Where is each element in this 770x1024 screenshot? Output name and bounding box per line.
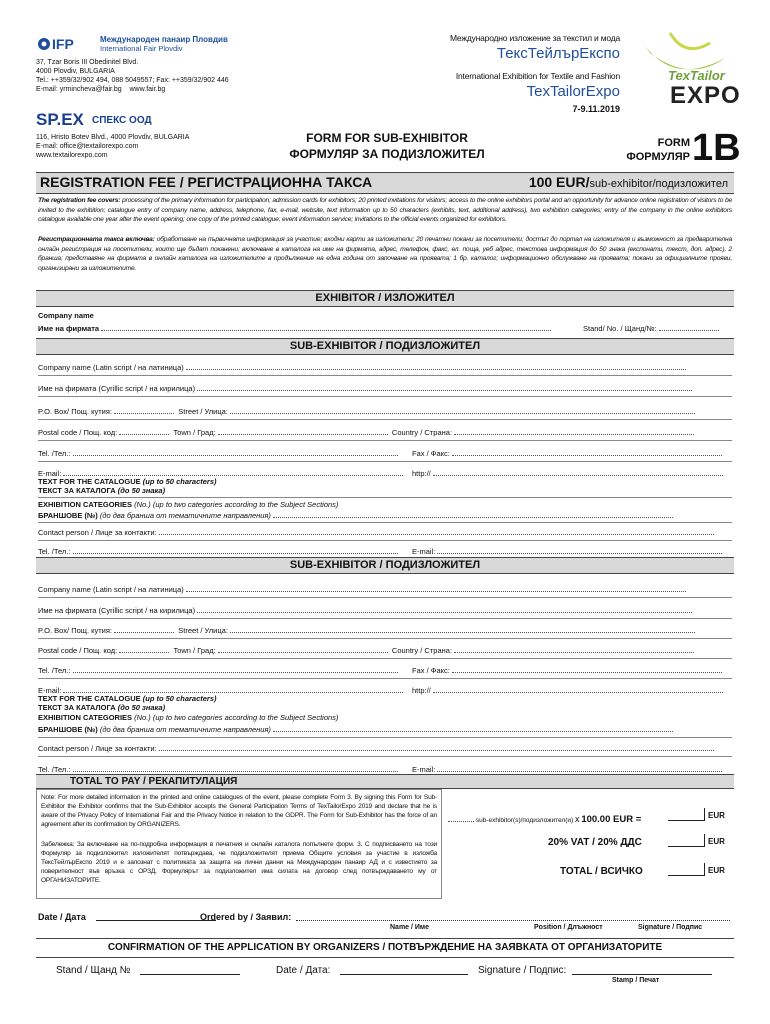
exhibitor-company-input[interactable]: [101, 322, 551, 331]
sub2-postal-input[interactable]: [119, 644, 169, 653]
fee-covers-label: The registration fee covers:: [38, 197, 121, 204]
signature-date-label: Date / Дата: [38, 912, 86, 922]
spex-name: СПЕКС ООД: [92, 115, 152, 126]
sub2-tel-label: Tel. /Тел.:: [38, 666, 71, 675]
total-note-bg: Забележка: За включване на по-подробна информация в печатния и онлайн каталога попълнете форм. 3. С подписването на този Формуляр за подизложител изложителят потвърждава, че подизложителят приема Общите условия за участие в изложба ТексТейлърЕкспо 2019 и е запознат с политиката за защита на лични данни на Международен панаир АД и с известието за поверителност във връзка с ОРЗД. Формулярът за подизложител има силата на договор след потвърждаването му от ОРГАНИЗАТОРИТЕ.: [41, 841, 437, 884]
total-currency: EUR: [708, 866, 725, 875]
sub1-email2-input[interactable]: [437, 545, 722, 554]
organizer-name-en: International Fair Plovdiv: [100, 44, 183, 53]
total-label: ТОТАL / ВСИЧКО: [560, 866, 643, 877]
total-amount-box[interactable]: [668, 863, 705, 876]
spex-address: 116, Hristo Botev Blvd., 4000 Plovdiv, BULGARIA: [36, 134, 190, 141]
sub2-catalogue-en: TEXT FOR THE CATALOGUE: [38, 694, 141, 703]
sub2-email-input[interactable]: [63, 684, 403, 693]
exhibition-name-bg: ТексТейлърЕкспо: [496, 45, 620, 62]
form-title-bg: ФОРМУЛЯР ЗА ПОДИЗЛОЖИТЕЛ: [289, 147, 485, 161]
name-caption: Name / Име: [390, 924, 430, 931]
sub1-tel-label: Tel. /Тел.:: [38, 449, 71, 458]
sub-exhibitor-count-input[interactable]: [448, 813, 474, 822]
sub1-company-latin-label: Company name (Latin script / на латиница): [38, 363, 184, 372]
sub1-email-input[interactable]: [63, 467, 403, 476]
exhibitor-stand-label: Stand/ No. / Щанд/№:: [583, 324, 657, 333]
sub1-pobox-input[interactable]: [114, 405, 174, 414]
sub2-tel2-label: Tel. /Тел.:: [38, 765, 71, 774]
ifp-logo-text: IFP: [52, 36, 74, 52]
sub1-categories-bg: БРАНШОВЕ (№): [38, 511, 98, 520]
vat-label: 20% VAT / 20% ДДС: [548, 837, 642, 848]
confirm-date-label: Date / Дата:: [276, 965, 331, 976]
stamp-caption: Stamp / Печат: [612, 977, 660, 984]
form-label-en: FORM: [657, 137, 690, 149]
exhibition-name-en: TexTailorExpo: [526, 83, 620, 100]
spex-email: E-mail: office@textailorexpo.com: [36, 143, 139, 150]
sub1-company-latin-input[interactable]: [186, 361, 686, 370]
sub1-catalogue-bg: ТЕКСТ ЗА КАТАЛОГА: [38, 486, 116, 495]
form-number: 1B: [692, 127, 741, 169]
exhibitor-header: EXHIBITOR / ИЗЛОЖИТЕЛ: [36, 290, 734, 307]
sub1-categories-en-note: (No.) (up to two categories according to the Subject Sections): [134, 500, 339, 509]
sub2-categories-en-note: (No.) (up to two categories according to the Subject Sections): [134, 713, 339, 722]
confirm-signature-label: Signature / Подпис:: [478, 965, 567, 976]
exhibition-subtitle-en: International Exhibition for Textile and Fashion: [455, 71, 620, 81]
total-header-text: TOTAL TO PAY / РЕКАПИТУЛАЦИЯ: [70, 776, 238, 787]
sub2-postal-label: Postal code / Пощ. код:: [38, 646, 118, 655]
organizer-address: 37, Tzar Boris III Obedinitel Blvd.: [36, 59, 139, 66]
sub1-contact-input[interactable]: [159, 526, 714, 535]
sub1-http-input[interactable]: [433, 467, 723, 476]
fee-covers-bg: обработване на първичната информация за участие; входни карти за изложители; 20 печатни покани за посетители; достъп до портал на изложителя и възможност за предварителна онлайн регистрация на посетители, които ще бъдат поканени; включване в каталога на име на фирмата, адрес, телефон, факс, ел. поща, уеб адрес, текстова информация до 50 знака (експонати, текст, доп. адрес), 2 бранша; представяне на фирмата в онлайн каталога на изложителите в продължение на една година от започване на проявата; 1 бр. каталог; информационно обслужване на проявата; покани за официалните прояви, организирани за изложителите.: [38, 236, 732, 272]
sub1-tel2-label: Tel. /Тел.:: [38, 547, 71, 556]
sub2-country-input[interactable]: [454, 644, 694, 653]
sub1-http-label: http://: [412, 469, 431, 478]
ifp-logo: [36, 36, 96, 52]
sub1-fax-label: Fax / Факс:: [412, 449, 450, 458]
confirm-stand-label: Stand / Щанд №: [56, 965, 131, 976]
sub1-fax-input[interactable]: [452, 447, 722, 456]
fee-unit: sub-exhibitor/подизложител: [589, 178, 728, 190]
sub1-categories-input[interactable]: [273, 509, 673, 518]
price-currency: EUR: [708, 811, 725, 820]
organizer-email: E-mail: yrmincheva@fair.bg: [36, 86, 122, 93]
sub2-tel2-input[interactable]: [73, 763, 398, 772]
sub1-country-label: Country / Страна:: [391, 428, 453, 437]
confirm-date-input[interactable]: [340, 974, 468, 975]
confirm-stand-input[interactable]: [140, 974, 240, 975]
sub2-town-input[interactable]: [218, 644, 388, 653]
logo-line2: EXPO: [670, 82, 741, 109]
sub-exhibitor-2-header: SUB-EXHIBITOR / ПОДИЗЛОЖИТЕЛ: [36, 557, 734, 574]
sub2-street-input[interactable]: [230, 624, 695, 633]
sub2-http-input[interactable]: [433, 684, 723, 693]
sub1-email-label: E-mail:: [38, 469, 62, 478]
sub2-email2-label: E-mail:: [412, 765, 436, 774]
exhibition-subtitle-bg: Международно изложение за текстил и мода: [449, 33, 620, 43]
organizer-city: 4000 Plovdiv, BULGARIA: [36, 68, 115, 75]
sub1-company-cyrillic-label: Име на фирмата (Cyrillic script / на кирилица): [38, 384, 196, 393]
signature-caption: Signature / Подпис: [638, 924, 703, 931]
textailor-logo: [630, 28, 740, 113]
form-label-bg: ФОРМУЛЯР: [626, 151, 690, 163]
sub2-fax-label: Fax / Факс:: [412, 666, 450, 675]
position-caption: Position / Длъжност: [534, 924, 603, 931]
sub1-street-input[interactable]: [230, 405, 695, 414]
sub2-email-label: E-mail:: [38, 686, 62, 695]
total-note-en: Note: For more detailed information in the printed and online catalogues of the event, please complete Form 3. By signing this Form for Sub-Exhibitor the Exhibitor confirms that the Sub-Exhibitor accepts the General Participation Terms of TexTailorExpo 2019 and declare that he is aware of the Privacy Policy of International Fair and the Privacy Notice in relation to the GDPR. The Form for Sub-Exhibitor has the force of an agreement after its confirmation by ORGANIZERS.: [41, 794, 437, 828]
sub1-postal-input[interactable]: [119, 426, 169, 435]
confirmation-bar: CONFIRMATION OF THE APPLICATION BY ORGANIZERS / ПОТВЪРЖДЕНИЕ НА ЗАЯВКАТА ОТ ОРГАНИЗАТОРИТЕ: [36, 938, 734, 958]
sub2-catalogue-bg-note: (до 50 знака): [117, 703, 166, 712]
ordered-by-label: Ordered by / Заявил:: [200, 912, 292, 922]
ordered-by-input[interactable]: [296, 920, 730, 921]
sub2-company-latin-input[interactable]: [186, 583, 686, 592]
logo-line1: TexTailor: [668, 68, 725, 83]
price-amount-box[interactable]: [668, 808, 705, 821]
total-header: [36, 774, 734, 789]
fee-bar: [36, 172, 734, 194]
sub2-catalogue-bg: ТЕКСТ ЗА КАТАЛОГА: [38, 703, 116, 712]
exhibition-dates: 7-9.11.2019: [572, 104, 620, 114]
confirm-signature-input[interactable]: [572, 974, 712, 975]
sub1-email2-label: E-mail:: [412, 547, 436, 556]
vat-currency: EUR: [708, 837, 725, 846]
signature-date-input[interactable]: [96, 920, 216, 921]
sub2-categories-en: EXHIBITION CATEGORIES: [38, 713, 133, 722]
sub1-categories-en: EXHIBITION CATEGORIES: [38, 500, 133, 509]
fee-covers-bg-label: Регистрационната такса включва:: [38, 236, 155, 243]
sub2-town-label: Town / Град:: [173, 646, 216, 655]
count-label: sub-exhibitor(s)/подизложител(и): [475, 817, 574, 824]
exhibitor-company-label: Company name: [38, 311, 94, 320]
exhibition-title-block: [400, 33, 620, 114]
sub1-company-cyrillic-input[interactable]: [197, 382, 692, 391]
sub2-contact-input[interactable]: [159, 742, 714, 751]
sub2-categories-bg-note: (до два бранша от тематичните направления): [99, 725, 271, 734]
sub2-http-label: http://: [412, 686, 431, 695]
organizer-name-bg: Международен панаир Пловдив: [100, 35, 228, 44]
sub1-street-label: Street / Улица:: [178, 407, 228, 416]
sub1-contact-label: Contact person / Лице за контакти:: [38, 528, 157, 537]
sub1-tel2-input[interactable]: [73, 545, 398, 554]
sub2-catalogue-en-note: (up to 50 characters): [142, 694, 217, 703]
sub2-company-latin-label: Company name (Latin script / на латиница): [38, 585, 184, 594]
organizer-phone: Tel.: ++359/32/902 494, 088 5049557; Fax: ++359/32/902 446: [36, 77, 229, 84]
ifp-flower-icon: [36, 36, 96, 52]
fee-covers-en: processing of the primary information for participation; admission cards for exhibitors; 20 printed invitations for visitors; access to the online exhibitors portal and an opportunity for advance online registration of visitors to be invited to the exhibition; catalogue entry of company name, address, telephone, fax, e-mail, website, text information up to 50 characters (exhibits, text, additional address), two exhibition categories; entry of the company in the online exhibitors catalogue available one year after the event opening; one copy of the printed catalogue; event information service; invitations to the official events organized for exhibitors.: [38, 197, 732, 223]
form-title-en: FORM FOR SUB-EXHIBITOR: [306, 131, 468, 145]
fee-covers-bg-block: [38, 235, 732, 273]
vat-amount-box[interactable]: [668, 834, 705, 847]
sub2-tel-input[interactable]: [73, 664, 398, 673]
sub2-categories-bg: БРАНШОВЕ (№): [38, 725, 98, 734]
sub2-company-cyrillic-label: Име на фирмата (Cyrillic script / на кирилица): [38, 606, 196, 615]
multiplier: x: [575, 814, 580, 824]
fee-amount: 100 EUR/: [528, 174, 590, 190]
sub-exhibitor-1-header: SUB-EXHIBITOR / ПОДИЗЛОЖИТЕЛ: [36, 338, 734, 355]
sub2-street-label: Street / Улица:: [178, 626, 228, 635]
exhibitor-company-bg-label: Име на фирмата: [38, 324, 100, 333]
fee-title: REGISTRATION FEE / РЕГИСТРАЦИОННА ТАКСА: [40, 174, 373, 190]
sub1-pobox-label: P.O. Box/ Пощ. кутия:: [38, 407, 112, 416]
sub1-categories-bg-note: (до два бранша от тематичните направления): [99, 511, 271, 520]
sub1-catalogue-bg-note: (до 50 знака): [117, 486, 166, 495]
sub1-catalogue-en-note: (up to 50 characters): [142, 477, 217, 486]
sub2-company-cyrillic-input[interactable]: [197, 604, 692, 613]
sub2-fax-input[interactable]: [452, 664, 722, 673]
sub1-country-input[interactable]: [454, 426, 694, 435]
unit-price: 100.00 EUR =: [581, 814, 642, 825]
sub1-tel-input[interactable]: [73, 447, 398, 456]
sub1-town-input[interactable]: [218, 426, 388, 435]
exhibitor-stand-input[interactable]: [659, 322, 719, 331]
fee-covers: [38, 196, 732, 225]
sub1-town-label: Town / Град:: [173, 428, 216, 437]
organizer-web[interactable]: www.fair.bg: [129, 86, 166, 93]
sub1-postal-label: Postal code / Пощ. код:: [38, 428, 118, 437]
sub2-email2-input[interactable]: [437, 763, 722, 772]
sub2-pobox-label: P.O. Box/ Пощ. кутия:: [38, 626, 112, 635]
sub1-catalogue-en: TEXT FOR THE CATALOGUE: [38, 477, 141, 486]
sub2-categories-input[interactable]: [273, 723, 673, 732]
spex-web[interactable]: www.textailorexpo.com: [36, 152, 108, 159]
sub2-contact-label: Contact person / Лице за контакти:: [38, 744, 157, 753]
total-note-box: [36, 789, 442, 899]
spex-logo: SP.EX: [36, 110, 84, 129]
sub2-country-label: Country / Страна:: [391, 646, 453, 655]
sub2-pobox-input[interactable]: [114, 624, 174, 633]
